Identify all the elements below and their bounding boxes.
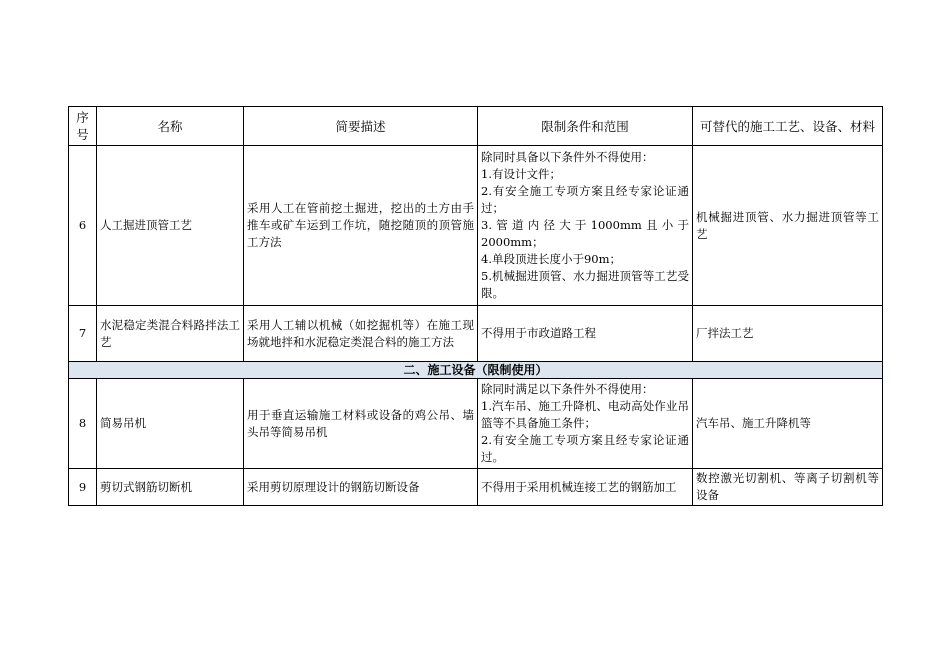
row-desc: 采用人工辅以机械（如挖掘机等）在施工现场就地拌和水泥稳定类混合料的施工方法	[244, 306, 478, 362]
row-alt: 汽车吊、施工升降机等	[693, 379, 883, 469]
row-desc: 采用人工在管前挖土掘进，挖出的土方由手推车或矿车运到工作坑，随挖随顶的顶管施工方法	[244, 146, 478, 306]
row-limit: 除同时具备以下条件外不得使用： 1.有设计文件； 2.有安全施工专项方案且经专家论证通过； 3.管道内径大于1000mm且小于2000mm； 4.单段顶进长度小于90m； 5.机械掘进顶管、水力掘进顶管等工艺受限。	[478, 146, 693, 306]
header-desc: 简要描述	[244, 107, 478, 146]
row-seq: 9	[69, 469, 97, 506]
row-alt: 厂拌法工艺	[693, 306, 883, 362]
header-name: 名称	[97, 107, 244, 146]
row-name: 水泥稳定类混合料路拌法工艺	[97, 306, 244, 362]
table-row	[69, 146, 883, 306]
row-seq: 6	[69, 146, 97, 306]
table-row	[69, 379, 883, 469]
row-desc: 用于垂直运输施工材料或设备的鸡公吊、墙头吊等简易吊机	[244, 379, 478, 469]
header-alt: 可替代的施工工艺、设备、材料	[693, 107, 883, 146]
table-row	[69, 306, 883, 362]
header-seq: 序号	[69, 107, 97, 146]
restriction-table	[68, 106, 883, 506]
row-name: 剪切式钢筋切断机	[97, 469, 244, 506]
table-row	[69, 469, 883, 506]
row-name: 人工掘进顶管工艺	[97, 146, 244, 306]
table-header-row	[69, 107, 883, 146]
section-header-row	[69, 362, 883, 379]
row-limit: 不得用于采用机械连接工艺的钢筋加工	[478, 469, 693, 506]
row-seq: 8	[69, 379, 97, 469]
row-limit: 不得用于市政道路工程	[478, 306, 693, 362]
row-alt: 机械掘进顶管、水力掘进顶管等工艺	[693, 146, 883, 306]
header-limit: 限制条件和范围	[478, 107, 693, 146]
row-limit: 除同时满足以下条件外不得使用： 1.汽车吊、施工升降机、电动高处作业吊篮等不具备施工条件； 2.有安全施工专项方案且经专家论证通过。	[478, 379, 693, 469]
row-seq: 7	[69, 306, 97, 362]
section-title: 二、施工设备（限制使用）	[69, 362, 883, 379]
row-desc: 采用剪切原理设计的钢筋切断设备	[244, 469, 478, 506]
row-alt: 数控激光切割机、等离子切割机等设备	[693, 469, 883, 506]
row-name: 简易吊机	[97, 379, 244, 469]
